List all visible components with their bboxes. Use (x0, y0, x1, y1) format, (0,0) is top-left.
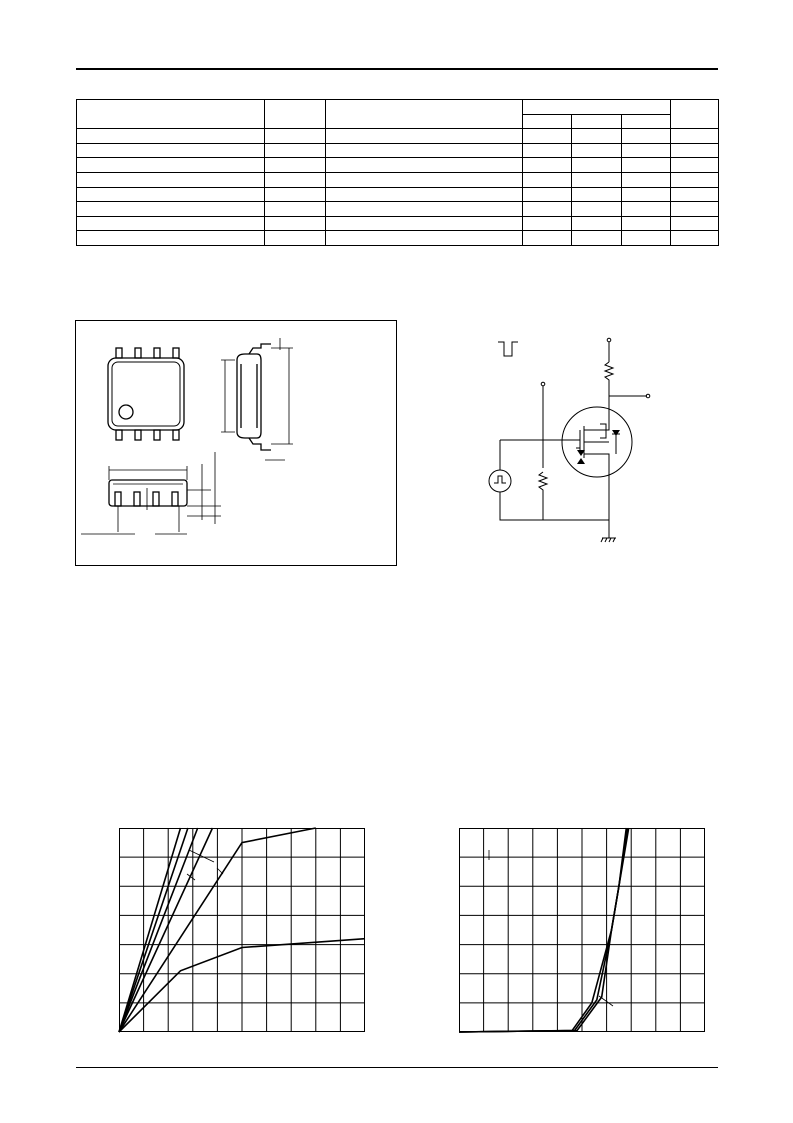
table-cell (671, 158, 719, 173)
chart-right-series-line (459, 828, 628, 1032)
table-cell (572, 129, 622, 144)
table-row (77, 216, 719, 231)
table-cell (77, 187, 265, 202)
ground-symbol (601, 538, 616, 542)
table-cell (326, 129, 523, 144)
header-ratings (523, 100, 671, 115)
table-cell (265, 187, 326, 202)
chart-left-series-line (119, 828, 188, 1032)
table-cell (265, 143, 326, 158)
pin1-marker (119, 405, 133, 419)
table-cell (671, 187, 719, 202)
table-cell (77, 216, 265, 231)
table-cell (265, 158, 326, 173)
table-cell (671, 172, 719, 187)
table-cell (572, 187, 622, 202)
pulse-generator (489, 470, 511, 492)
bottom-rule (76, 1067, 718, 1068)
table-cell (622, 143, 671, 158)
table-row (77, 187, 719, 202)
subheader-typ (572, 114, 622, 129)
input-pulse-symbol (498, 342, 518, 356)
header-parameter (77, 100, 265, 129)
table-cell (326, 143, 523, 158)
table-cell (326, 202, 523, 217)
table-cell (326, 216, 523, 231)
switching-test-circuit (480, 330, 650, 560)
table-cell (77, 202, 265, 217)
table-cell (523, 143, 572, 158)
table-cell (671, 129, 719, 144)
gate-resistor (539, 472, 547, 520)
package-top-view (108, 358, 184, 430)
table-cell (622, 202, 671, 217)
table-row (77, 143, 719, 158)
chart-left-grid (119, 828, 365, 1032)
table-cell (326, 231, 523, 246)
table-cell (622, 187, 671, 202)
table-cell (671, 216, 719, 231)
table-cell (671, 231, 719, 246)
table-cell (523, 216, 572, 231)
table-cell (671, 202, 719, 217)
table-cell (77, 129, 265, 144)
chart-right-grid (459, 828, 705, 1032)
chart-right-annotation-leader (599, 996, 613, 1006)
chart-right-series-line (459, 828, 629, 1032)
table-cell (572, 231, 622, 246)
table-row (77, 231, 719, 246)
chart-right-series (459, 828, 629, 1032)
table-cell (622, 231, 671, 246)
table-cell (622, 216, 671, 231)
table-cell (523, 172, 572, 187)
table-cell (265, 216, 326, 231)
table-cell (265, 172, 326, 187)
table-cell (265, 231, 326, 246)
header-conditions (326, 100, 523, 129)
header-unit (671, 100, 719, 129)
table-cell (572, 216, 622, 231)
table-row (77, 172, 719, 187)
package-outline-drawing (75, 320, 397, 566)
table-cell (523, 129, 572, 144)
table-cell (572, 143, 622, 158)
table-cell (77, 158, 265, 173)
subheader-max (622, 114, 671, 129)
table-cell (622, 129, 671, 144)
table-cell (326, 172, 523, 187)
table-cell (572, 202, 622, 217)
table-cell (572, 158, 622, 173)
table-cell (265, 129, 326, 144)
table-cell (622, 158, 671, 173)
table-cell (77, 143, 265, 158)
top-rule (76, 68, 718, 70)
table-cell (523, 202, 572, 217)
table-cell (265, 202, 326, 217)
table-cell (326, 187, 523, 202)
load-resistor (605, 362, 647, 396)
table-cell (77, 172, 265, 187)
table-row (77, 202, 719, 217)
specification-table (76, 99, 719, 246)
table-cell (77, 231, 265, 246)
header-symbol (265, 100, 326, 129)
table-row (77, 158, 719, 173)
table-cell (326, 158, 523, 173)
table-cell (572, 172, 622, 187)
table-cell (523, 187, 572, 202)
table-cell (671, 143, 719, 158)
table-cell (523, 158, 572, 173)
table-row (77, 129, 719, 144)
chart-right (459, 828, 705, 1032)
table-cell (523, 231, 572, 246)
table-cell (622, 172, 671, 187)
chart-left-series-line (119, 828, 213, 1032)
chart-left (119, 828, 365, 1032)
subheader-min (523, 114, 572, 129)
